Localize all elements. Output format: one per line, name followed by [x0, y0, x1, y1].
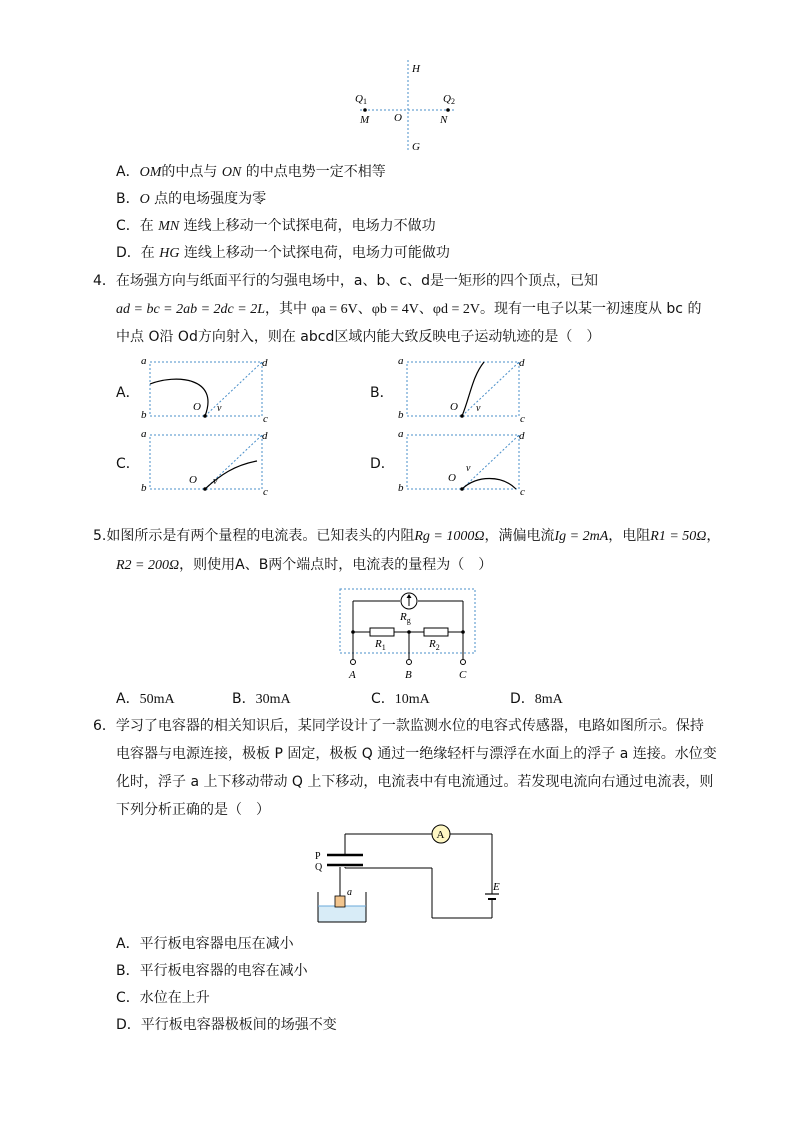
q4-option-a-letter: A．	[116, 385, 140, 401]
q5-option-a: A．50mA	[116, 691, 175, 707]
svg-text:c: c	[520, 413, 525, 424]
svg-text:v: v	[217, 403, 222, 414]
q4-stem-line1: 4．在场强方向与纸面平行的匀强电场中，a、b、c、d是一矩形的四个顶点，已知	[93, 273, 598, 289]
svg-text:c: c	[263, 486, 268, 497]
q6-stem-line4: 下列分析正确的是（ ）	[116, 802, 270, 818]
svg-text:b: b	[141, 482, 147, 494]
svg-text:A: A	[349, 669, 356, 681]
svg-text:c: c	[263, 413, 268, 424]
label-Q2: Q	[443, 93, 451, 105]
svg-text:a: a	[398, 355, 404, 367]
svg-text:d: d	[519, 357, 525, 369]
q4-figure-d	[392, 425, 532, 497]
question-number: 5.	[93, 528, 107, 544]
question-number: 4．	[93, 273, 116, 289]
q3-field-figure	[340, 55, 470, 155]
q6-circuit-figure	[305, 822, 505, 930]
option-letter: A．	[116, 164, 140, 180]
q4-figure-b	[392, 352, 532, 424]
question-number: 6．	[93, 718, 116, 734]
svg-text:O: O	[193, 401, 201, 413]
svg-text:a: a	[141, 428, 147, 440]
svg-text:d: d	[262, 430, 268, 442]
q3-option-c: C．在 MN 连线上移动一个试探电荷，电场力不做功	[116, 218, 436, 234]
svg-text:v: v	[476, 403, 481, 414]
q4-option-d-letter: D．	[370, 456, 395, 472]
svg-text:C: C	[459, 669, 467, 681]
q5-stem-line1: 5.如图所示是有两个量程的电流表。已知表头的内阻Rg = 1000Ω，满偏电流Ig = 2mA，电阻R1 = 50Ω，	[93, 528, 721, 544]
q6-stem-line2: 电容器与电源连接，极板 P 固定，极板 Q 通过一绝缘轻杆与漂浮在水面上的浮子 a 连接。水位变	[116, 746, 717, 762]
q6-option-d: D．平行板电容器极板间的场强不变	[116, 1017, 337, 1033]
svg-text:R2: $R_2$	[429, 638, 440, 652]
svg-text:a: a	[347, 887, 352, 898]
svg-text:c: c	[520, 486, 525, 497]
q4-figure-c	[135, 425, 275, 497]
q5-circuit-figure	[335, 585, 485, 685]
q6-option-a: A．平行板电容器电压在减小	[116, 936, 294, 952]
label-H: H	[412, 63, 420, 75]
svg-text:P: P	[315, 851, 321, 862]
q6-stem-line1: 6．学习了电容器的相关知识后，某同学设计了一款监测水位的电容式传感器，电路如图所示。保持	[93, 718, 704, 734]
q6-option-b: B．平行板电容器的电容在减小	[116, 963, 308, 979]
svg-text:O: O	[189, 474, 197, 486]
svg-text:Q1	[355, 93, 367, 106]
svg-text:Q2	[443, 93, 455, 106]
svg-text:O: O	[450, 401, 458, 413]
q5-option-c: C．10mA	[371, 691, 430, 707]
q6-stem-line3: 化时，浮子 a 上下移动带动 Q 上下移动，电流表中有电流通过。若发现电流向右通过电流表，则	[116, 774, 714, 790]
svg-text:B: B	[405, 669, 412, 681]
q5-option-b: B．30mA	[232, 691, 291, 707]
q5-stem-line2: R2 = 200Ω，则使用A、B两个端点时，电流表的量程为（ ）	[116, 557, 493, 573]
svg-text:a: a	[141, 355, 147, 367]
svg-text:d: d	[519, 430, 525, 442]
svg-text:v: v	[466, 463, 471, 474]
q4-option-c-letter: C．	[116, 456, 140, 472]
label-O: O	[394, 112, 402, 124]
svg-text:O: O	[448, 472, 456, 484]
svg-text:E: E	[493, 881, 500, 893]
q3-option-a: A．OM的中点与 ON 的中点电势一定不相等	[116, 164, 386, 180]
label-M: M	[360, 114, 370, 126]
svg-text:b: b	[398, 482, 404, 494]
q3-option-b: B．O 点的电场强度为零	[116, 191, 267, 207]
q4-stem-line2: ad = bc = 2ab = 2dc = 2L，其中 φa = 6V、φb = 4V、φd = 2V。现有一电子以某一初速度从 bc 的	[116, 301, 702, 317]
label-Q1: Q	[355, 93, 363, 105]
svg-text:v: v	[213, 476, 218, 487]
svg-text:b: b	[141, 409, 147, 421]
svg-text:Rg: $R_g$	[400, 611, 411, 625]
q4-stem-line3: 中点 O沿 Od方向射入，则在 abcd区域内能大致反映电子运动轨迹的是（ ）	[116, 329, 601, 345]
q4-option-b-letter: B．	[370, 385, 394, 401]
label-Q2-sub: 2	[450, 97, 455, 106]
q5-option-d: D．8mA	[510, 691, 563, 707]
svg-text:a: a	[398, 428, 404, 440]
svg-text:A: A	[436, 829, 445, 841]
svg-text:Q: Q	[315, 862, 323, 873]
q4-figure-a	[135, 352, 275, 424]
svg-text:b: b	[398, 409, 404, 421]
label-N: N	[440, 114, 448, 126]
label-G: G	[412, 141, 420, 153]
label-Q1-sub: 1	[362, 97, 367, 106]
svg-text:R1: $R_1$	[375, 638, 386, 652]
q3-option-d: D．在 HG 连线上移动一个试探电荷，电场力可能做功	[116, 245, 450, 261]
svg-text:d: d	[262, 357, 268, 369]
q6-option-c: C．水位在上升	[116, 990, 210, 1006]
